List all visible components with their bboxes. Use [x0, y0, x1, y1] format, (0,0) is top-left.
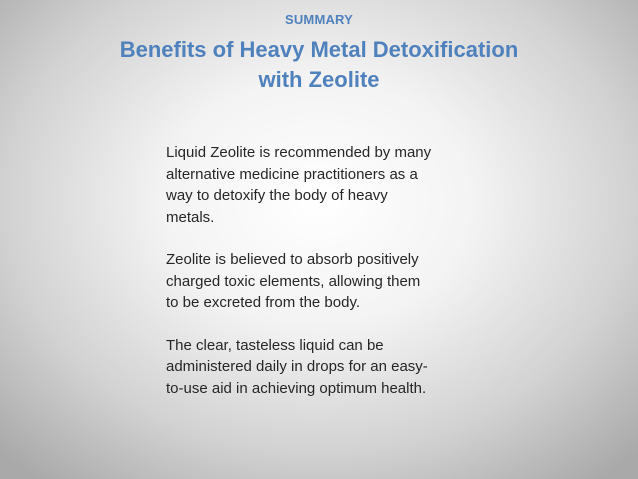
slide-title-line: with Zeolite [258, 67, 380, 92]
slide-body [166, 142, 466, 420]
body-line: to-use aid in achieving optimum health. [166, 379, 427, 397]
body-line: alternative medicine practitioners as a [166, 165, 418, 183]
body-paragraph [166, 249, 466, 314]
body-line: The clear, tasteless liquid can be [166, 336, 384, 354]
body-line: metals. [166, 208, 215, 226]
body-line: Liquid Zeolite is recommended by many [166, 144, 432, 161]
slide-title-line: Benefits of Heavy Metal Detoxification [119, 37, 519, 62]
body-line: Zeolite is believed to absorb positively [166, 251, 419, 268]
body-line: to be excreted from the body. [166, 294, 360, 311]
body-line: way to detoxify the body of heavy [166, 187, 388, 204]
body-line: administered daily in drops for an easy- [166, 358, 428, 375]
body-paragraph [166, 335, 466, 400]
body-line: charged toxic elements, allowing them [166, 272, 421, 290]
body-paragraph [166, 142, 466, 228]
section-label: SUMMARY [284, 12, 354, 27]
slide-title [0, 35, 638, 95]
